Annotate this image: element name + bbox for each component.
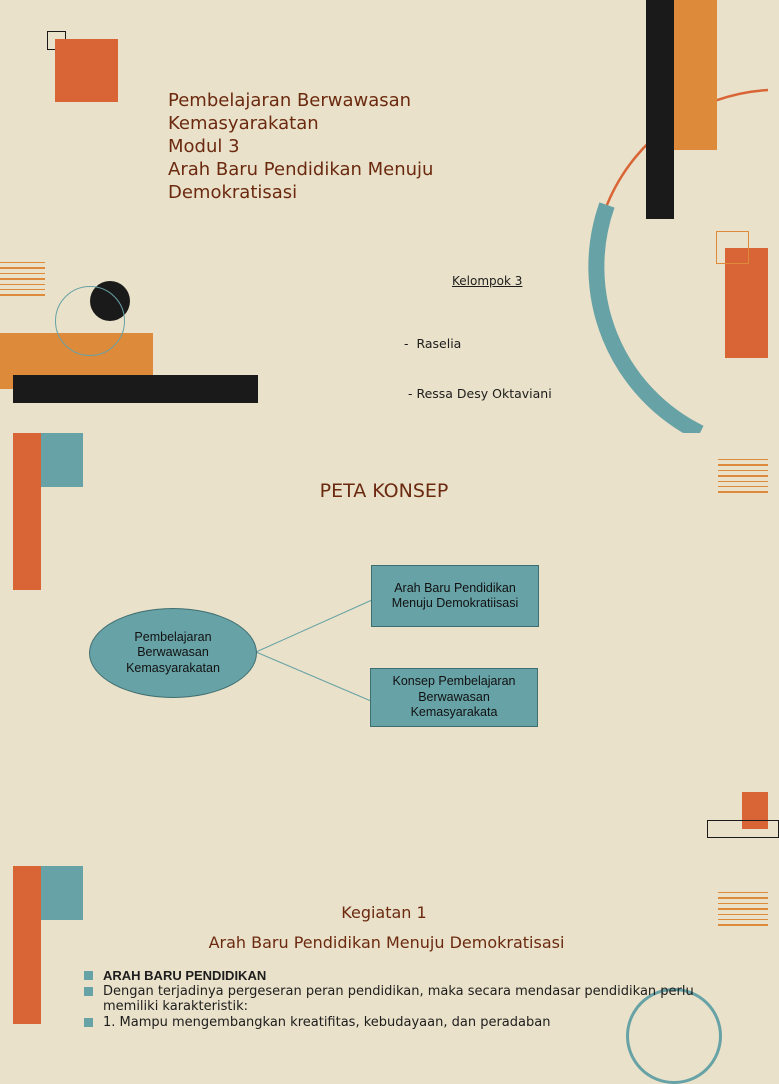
amber-vertical-bar-decoration: [674, 0, 717, 150]
group-label: Kelompok 3: [452, 274, 523, 288]
slide-heading: PETA KONSEP: [319, 480, 449, 502]
title-line: Arah Baru Pendidikan Menuju: [168, 159, 434, 180]
branch-concept-node: Konsep Pembelajaran Berwawasan Kemasyarakata: [370, 668, 538, 727]
bullet-item: [84, 984, 694, 1015]
title-line: Modul 3: [168, 136, 240, 157]
member-item: - Raselia: [404, 336, 462, 351]
central-concept-node: Pembelajaran Berwawasan Kemasyarakatan: [89, 608, 257, 698]
bullet-item: [84, 1015, 694, 1031]
orange-square-decoration: [55, 39, 118, 102]
black-vertical-bar-decoration: [646, 0, 674, 219]
stripe-decoration-left: [0, 262, 45, 300]
orange-block-decoration: [725, 248, 768, 358]
black-bar-decoration: [13, 375, 258, 403]
slide-title: [0, 0, 768, 433]
bullet-text: Dengan terjadinya pergeseran peran pendidikan, maka secara mendasar pendidikan perlu memiliki karakteristik:: [103, 983, 694, 1014]
bullet-marker: [84, 1018, 93, 1027]
bullet-text: 1. Mampu mengembangkan kreatifitas, kebudayaan, dan peradaban: [103, 1014, 551, 1030]
bullet-list: [84, 968, 694, 1030]
title-line: Pembelajaran Berwawasan: [168, 90, 412, 111]
bullet-text: ARAH BARU PENDIDIKAN: [103, 968, 267, 983]
presentation-title: [168, 89, 488, 204]
section-subtitle: Arah Baru Pendidikan Menuju Demokratisasi: [208, 933, 565, 952]
title-line: Demokratisasi: [168, 182, 298, 203]
slide-kegiatan: [0, 866, 768, 1030]
bullet-marker: [84, 971, 93, 980]
amber-outline-square-decoration: [716, 231, 749, 264]
slide-concept-map: [0, 433, 768, 866]
bullet-marker: [84, 987, 93, 996]
title-line: Kemasyarakatan: [168, 113, 319, 134]
branch-concept-node: Arah Baru Pendidikan Menuju Demokratiisasi: [371, 565, 539, 627]
teal-ring-decoration: [55, 286, 125, 356]
bullet-item: [84, 968, 694, 984]
member-item: - Ressa Desy Oktaviani: [404, 385, 552, 401]
section-title: Kegiatan 1: [341, 903, 427, 922]
